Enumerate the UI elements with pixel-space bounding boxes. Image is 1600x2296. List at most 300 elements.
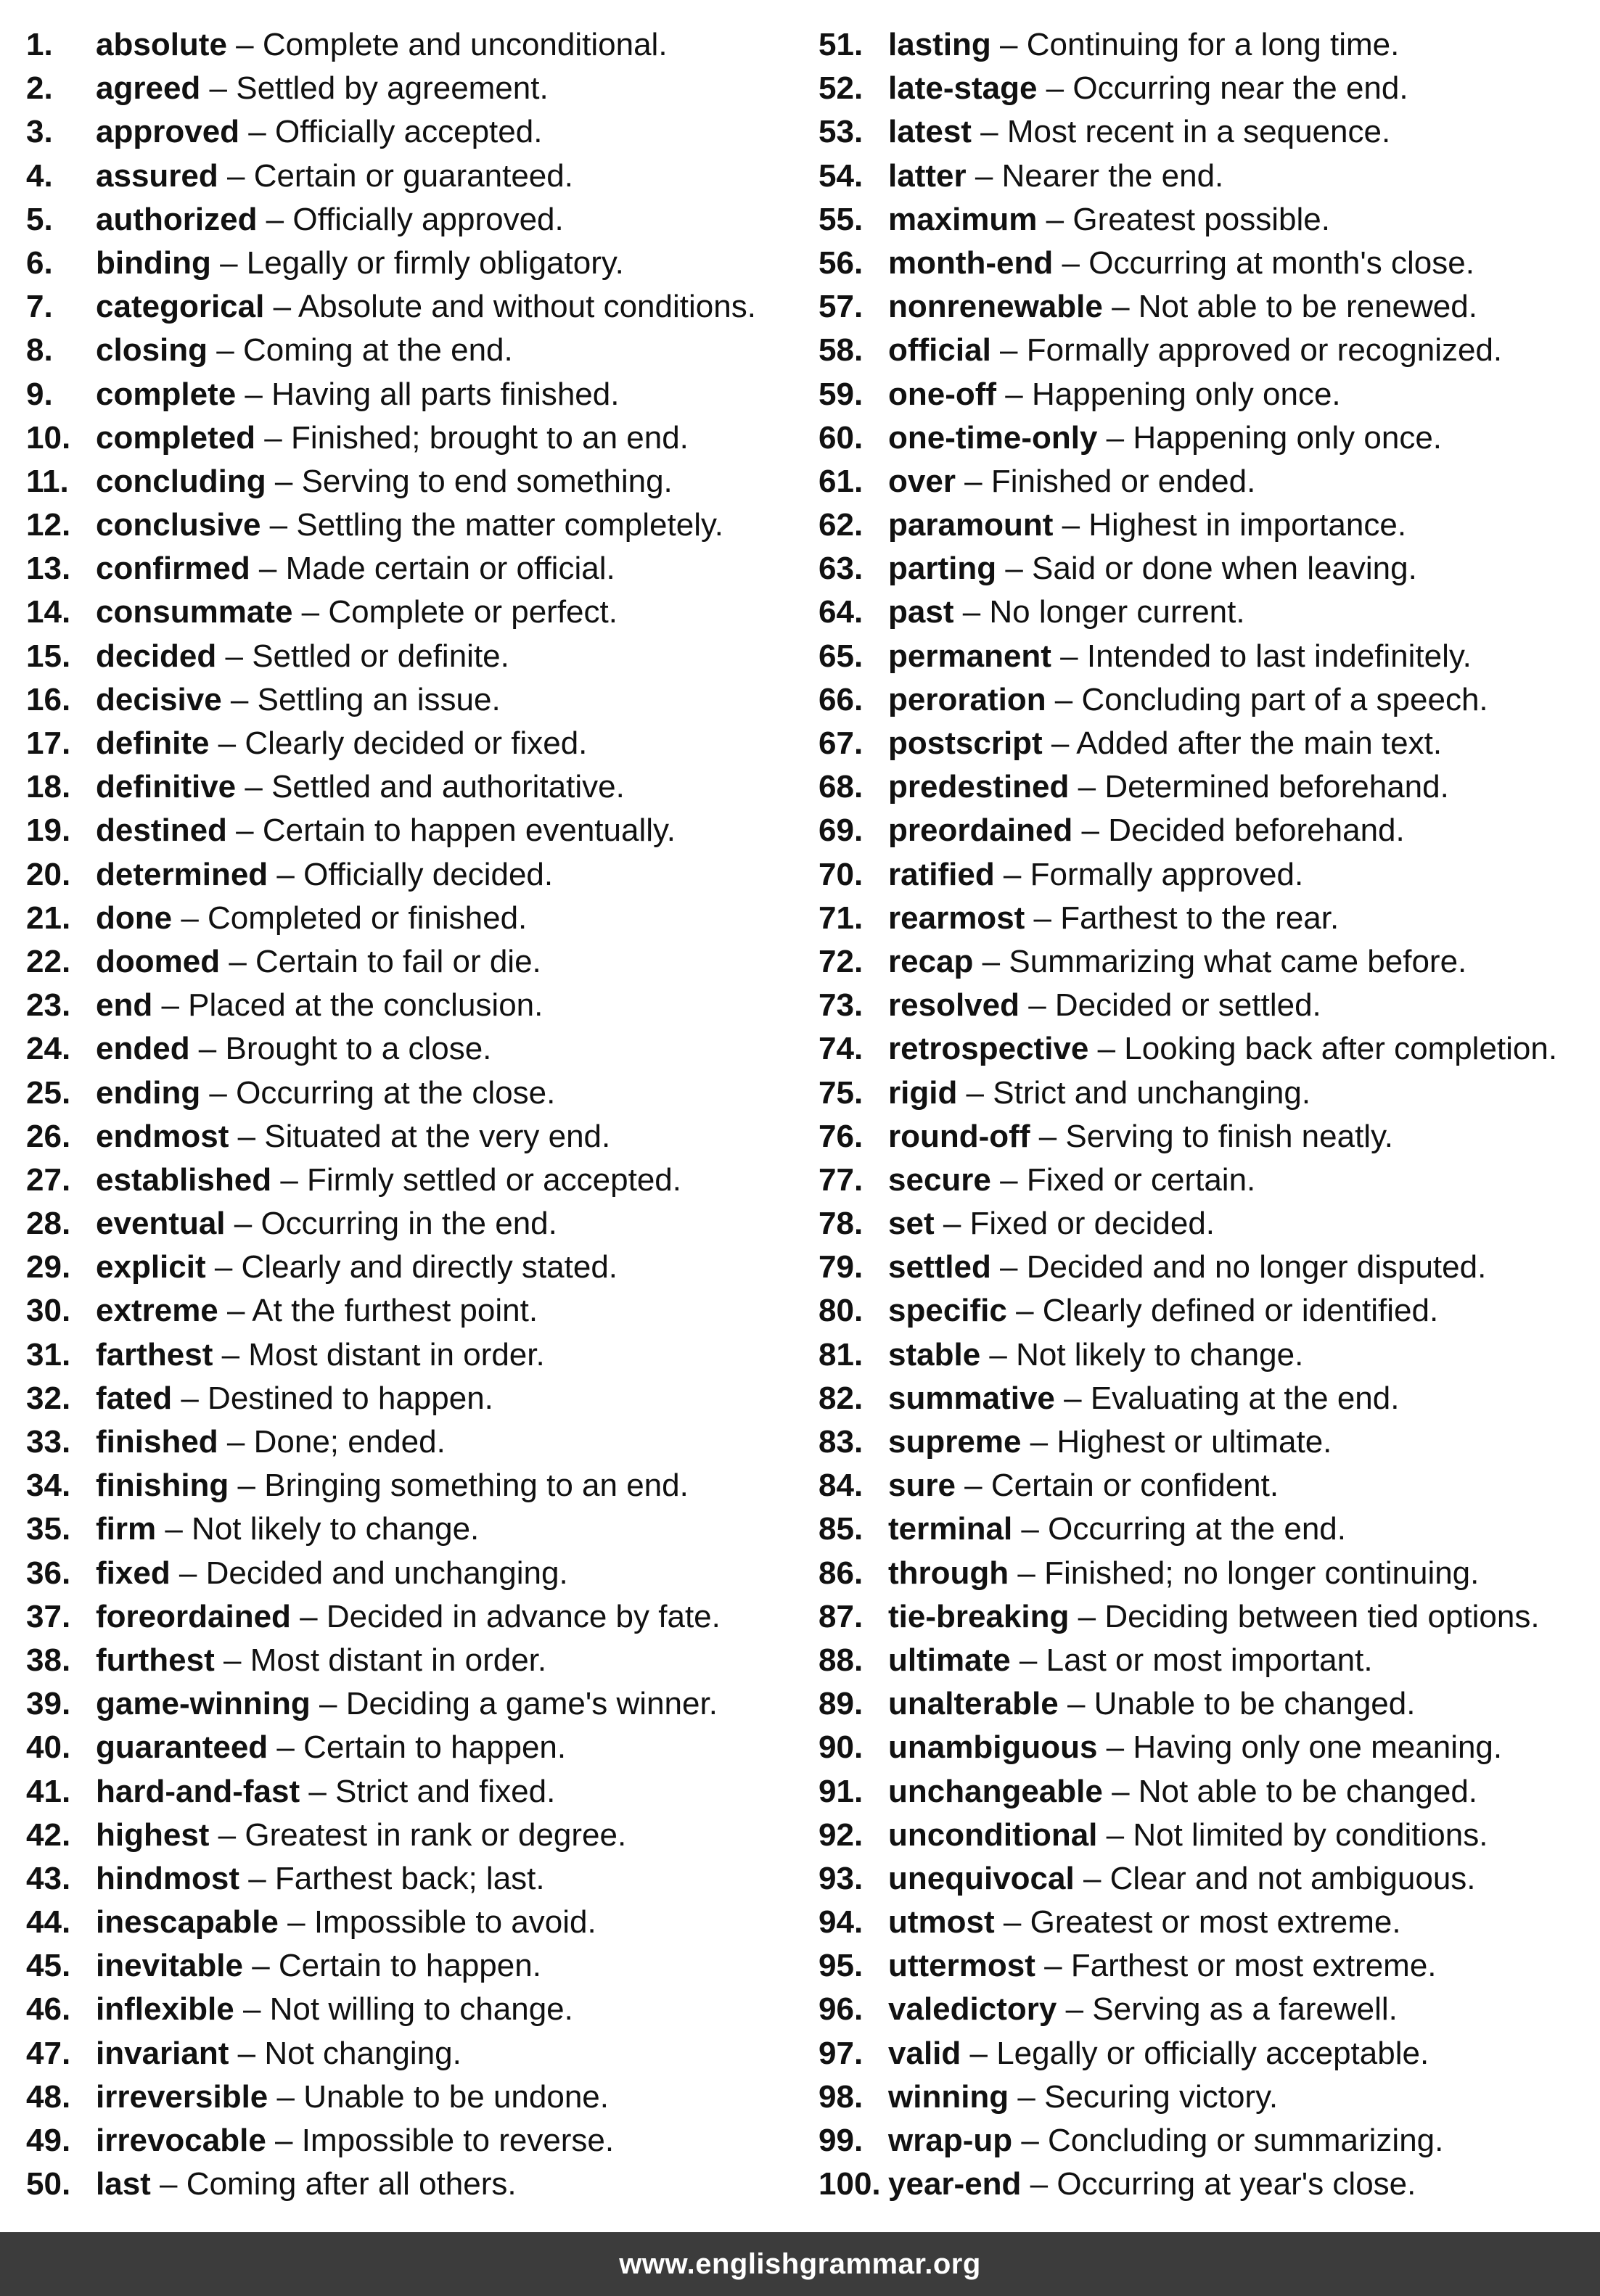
item-word: agreed [96,70,201,107]
item-definition: Occurring at the end. [1048,1511,1346,1547]
item-separator: – [1053,507,1089,543]
item-word: specific [888,1293,1007,1329]
item-word: inevitable [96,1948,243,1984]
item-word: categorical [96,289,265,325]
item-body [888,1639,1373,1682]
item-word: valedictory [888,1991,1057,2028]
list-item [26,1595,795,1639]
item-separator: – [961,2035,997,2071]
item-separator: – [1102,1773,1139,1809]
item-separator: – [1058,1686,1094,1722]
item-definition: Greatest possible. [1072,201,1330,237]
item-word: finishing [96,1468,229,1504]
item-definition: Formally approved. [1030,856,1304,892]
item-word: unconditional [888,1816,1098,1853]
item-body [888,1377,1399,1420]
list-item [819,198,1600,242]
item-number: 5. [26,201,53,237]
item-body [96,2075,609,2119]
item-word: hindmost [96,1860,239,1896]
item-word: ended [96,1031,190,1067]
list-item [26,1507,795,1551]
item-separator: – [226,27,263,62]
item-word: concluding [96,463,266,499]
item-number: 6. [26,244,53,281]
item-body [96,1420,446,1464]
item-number: 7. [26,289,53,325]
item-separator: – [266,463,302,499]
item-definition: Not changing. [264,2035,461,2071]
item-definition: Fixed or certain. [1026,1161,1256,1198]
item-separator: – [1012,1511,1049,1547]
list-item [819,635,1600,678]
item-separator: – [1053,244,1089,281]
item-separator: – [266,2123,302,2158]
list-item [26,1901,795,1944]
list-item [26,765,795,809]
item-number: 31. [26,1336,71,1373]
item-number: 19. [26,812,71,849]
item-body [888,1464,1279,1507]
item-body [888,460,1255,503]
list-item [26,155,795,198]
item-definition: Decided in advance by fate. [326,1598,721,1634]
item-body [888,635,1472,678]
item-body [888,1420,1332,1464]
item-definition: Situated at the very end. [264,1118,611,1154]
item-number: 54. [819,157,863,194]
item-definition: Officially accepted. [274,114,543,150]
item-number: 78. [819,1206,863,1242]
item-separator: – [255,419,291,456]
item-definition: Legally or firmly obligatory. [246,244,624,281]
item-definition: Settled and authoritative. [271,769,625,805]
item-definition: Not likely to change. [192,1511,480,1547]
item-number: 18. [26,769,71,805]
item-separator: – [1069,769,1105,805]
item-separator: – [292,594,329,630]
item-word: set [888,1206,935,1242]
item-number: 95. [819,1948,863,1984]
list-item [26,2163,795,2206]
item-word: inflexible [96,1991,234,2028]
item-body [96,1770,555,1814]
item-number: 90. [819,1729,863,1766]
item-body [96,460,673,503]
item-separator: – [1072,812,1109,849]
item-definition: Occurring in the end. [260,1206,557,1242]
item-number: 72. [819,943,863,979]
item-definition: Done; ended. [253,1424,446,1460]
item-number: 35. [26,1511,71,1547]
item-word: predestined [888,769,1070,805]
item-number: 10. [26,419,71,456]
item-word: month-end [888,244,1054,281]
item-separator: – [213,1336,249,1373]
item-definition: Occurring at year's close. [1057,2166,1416,2202]
list-item [26,1420,795,1464]
item-body [888,984,1321,1027]
item-number: 12. [26,507,71,543]
item-definition: Occurring at the close. [236,1074,556,1111]
item-number: 50. [26,2166,71,2202]
item-number: 42. [26,1816,71,1853]
item-number: 56. [819,244,863,281]
item-separator: – [1037,201,1073,237]
list-item [26,1726,795,1769]
item-separator: – [1035,1948,1071,1984]
list-item [26,635,795,678]
item-word: definitive [96,769,237,805]
item-word: conclusive [96,507,261,543]
item-number: 27. [26,1161,71,1198]
item-word: late-stage [888,70,1038,107]
item-number: 77. [819,1161,863,1198]
item-number: 40. [26,1729,71,1766]
item-separator: – [229,2035,265,2071]
item-number: 69. [819,812,863,849]
item-body [96,635,509,678]
item-definition: Greatest in rank or degree. [245,1816,627,1853]
item-number: 59. [819,376,863,412]
item-definition: Summarizing what came before. [1009,943,1467,979]
list-item [26,1115,795,1159]
list-item [819,1071,1600,1115]
item-definition: Not likely to change. [1016,1336,1304,1373]
item-separator: – [1019,987,1055,1024]
item-body [96,591,618,634]
item-separator: – [205,1249,242,1285]
item-definition: Decided and no longer disputed. [1026,1249,1487,1285]
item-word: supreme [888,1424,1022,1460]
list-item [819,1289,1600,1333]
footer-bar [0,2232,1600,2296]
list-item [26,2032,795,2075]
item-separator: – [996,376,1032,412]
item-definition: Absolute and without conditions. [298,289,756,325]
item-number: 65. [819,638,863,674]
item-definition: Decided beforehand. [1108,812,1405,849]
item-number: 26. [26,1118,71,1154]
item-number: 1. [26,27,53,62]
item-body [888,853,1303,897]
item-body [888,1944,1437,1988]
item-word: preordained [888,812,1073,849]
item-separator: – [172,900,208,936]
item-word: maximum [888,201,1038,237]
item-separator: – [220,943,256,979]
list-item [26,198,795,242]
list-item [819,2075,1600,2119]
item-body [96,155,573,198]
item-definition: Most recent in a sequence. [1006,114,1391,150]
item-separator: – [1069,1598,1105,1634]
item-body [888,1202,1215,1246]
item-number: 29. [26,1249,71,1285]
item-definition: Officially approved. [292,201,564,237]
item-word: doomed [96,943,221,979]
item-body [888,2032,1429,2075]
item-separator: – [1102,289,1139,325]
list-item [26,1289,795,1333]
item-separator: – [990,27,1027,62]
list-item [819,1857,1600,1901]
item-separator: – [1097,419,1133,456]
item-definition: Unable to be undone. [303,2078,609,2115]
item-word: one-off [888,376,997,412]
item-definition: Most distant in order. [248,1336,545,1373]
item-definition: Greatest or most extreme. [1030,1904,1401,1941]
item-separator: – [990,332,1027,369]
item-definition: Evaluating at the end. [1090,1380,1400,1416]
item-body [888,1159,1255,1202]
item-body [888,23,1399,67]
list-item [819,1333,1600,1377]
item-definition: Finished; brought to an end. [290,419,689,456]
list-item [26,984,795,1027]
list-item [819,1115,1600,1159]
list-item [819,1377,1600,1420]
item-definition: Placed at the conclusion. [188,987,543,1024]
item-body [96,1639,546,1682]
item-separator: – [1006,1293,1043,1329]
item-definition: Not willing to change. [269,1991,573,2028]
item-definition: Happening only once. [1133,419,1443,456]
item-body [888,2119,1443,2163]
list-item [819,591,1600,634]
item-separator: – [229,1118,265,1154]
list-item [819,1814,1600,1857]
item-separator: – [966,157,1002,194]
item-number: 93. [819,1860,863,1896]
item-separator: – [257,201,293,237]
item-word: secure [888,1161,991,1198]
item-body [96,373,619,416]
item-word: parting [888,551,997,587]
item-number: 96. [819,1991,863,2028]
list-item [26,591,795,634]
item-definition: Happening only once. [1031,376,1341,412]
item-body [888,591,1245,634]
item-definition: Settling the matter completely. [296,507,723,543]
item-body [96,1464,689,1507]
item-body [888,1246,1486,1289]
item-definition: Farthest back; last. [274,1860,545,1896]
list-item [26,1246,795,1289]
item-word: uttermost [888,1948,1035,1984]
list-item [819,1027,1600,1071]
item-body [96,1159,681,1202]
list-item [26,1159,795,1202]
item-word: terminal [888,1511,1013,1547]
item-separator: – [189,1031,226,1067]
list-item [819,984,1600,1027]
item-separator: – [172,1380,208,1416]
item-definition: Officially decided. [303,856,554,892]
list-item [26,416,795,460]
item-number: 51. [819,27,863,62]
list-item [819,1901,1600,1944]
item-separator: – [1097,1816,1133,1853]
item-separator: – [226,812,263,849]
item-separator: – [996,551,1033,587]
item-number: 49. [26,2123,71,2158]
item-body [888,1814,1488,1857]
item-word: round-off [888,1118,1030,1154]
item-definition: Occurring near the end. [1072,70,1408,107]
item-word: past [888,594,954,630]
item-definition: Firmly settled or accepted. [307,1161,681,1198]
list-item [26,1944,795,1988]
item-separator: – [234,1991,270,2028]
item-body [96,1333,545,1377]
item-definition: Strict and fixed. [335,1773,556,1809]
item-body [96,198,564,242]
item-body [96,809,676,852]
item-definition: Clearly and directly stated. [241,1249,618,1285]
item-body [888,1507,1346,1551]
item-word: guaranteed [96,1729,268,1766]
item-number: 61. [819,463,863,499]
list-item [26,23,795,67]
item-word: last [96,2166,151,2202]
item-word: endmost [96,1118,229,1154]
item-definition: Destined to happen. [208,1380,493,1416]
item-body [888,765,1449,809]
item-definition: Coming after all others. [186,2166,517,2202]
list-item [26,1988,795,2031]
item-word: ending [96,1074,201,1111]
list-item [819,23,1600,67]
item-word: determined [96,856,268,892]
item-body [888,940,1466,984]
item-definition: Complete and unconditional. [262,27,668,62]
item-word: ultimate [888,1642,1011,1678]
item-definition: Unable to be changed. [1094,1686,1416,1722]
item-word: settled [888,1249,991,1285]
item-word: irreversible [96,2078,268,2115]
item-number: 89. [819,1686,863,1722]
item-number: 16. [26,681,71,717]
list-item [819,1202,1600,1246]
item-definition: Fixed or decided. [969,1206,1215,1242]
item-number: 30. [26,1293,71,1329]
item-word: explicit [96,1249,206,1285]
item-word: foreordained [96,1598,291,1634]
item-number: 2. [26,70,53,107]
item-separator: – [1025,900,1061,936]
item-word: unambiguous [888,1729,1098,1766]
item-number: 38. [26,1642,71,1678]
item-definition: Clearly decided or fixed. [245,725,588,761]
item-number: 15. [26,638,71,674]
item-definition: Settling an issue. [257,681,501,717]
item-definition: Not limited by conditions. [1133,1816,1488,1853]
item-separator: – [214,1642,250,1678]
item-separator: – [1021,2166,1057,2202]
list-item [26,1857,795,1901]
item-body [96,242,624,285]
list-item [26,1027,795,1071]
item-definition: Certain to fail or die. [255,943,541,979]
list-item [26,722,795,765]
list-item [26,1552,795,1595]
list-item [26,1682,795,1726]
list-item [26,940,795,984]
item-separator: – [1030,1118,1066,1154]
item-definition: Deciding a game's winner. [345,1686,718,1722]
list-item [819,853,1600,897]
item-separator: – [216,638,253,674]
item-word: nonrenewable [888,289,1103,325]
item-word: tie-breaking [888,1598,1070,1634]
item-word: sure [888,1468,956,1504]
item-word: hard-and-fast [96,1773,300,1809]
item-word: fated [96,1380,173,1416]
item-definition: Settled by agreement. [236,70,549,107]
list-item [26,285,795,329]
item-number: 60. [819,419,863,456]
item-word: valid [888,2035,961,2071]
item-body [888,809,1405,852]
item-body [888,1682,1415,1726]
item-number: 88. [819,1642,863,1678]
item-definition: Certain or guaranteed. [253,157,573,194]
item-body [888,678,1488,722]
item-number: 34. [26,1468,71,1504]
item-separator: – [236,769,272,805]
list-item [819,678,1600,722]
item-word: irrevocable [96,2123,266,2158]
item-separator: – [264,289,298,325]
item-number: 97. [819,2035,863,2071]
item-number: 11. [26,463,69,499]
item-word: peroration [888,681,1046,717]
item-separator: – [953,594,990,630]
list-item [26,1071,795,1115]
list-item [26,853,795,897]
item-separator: – [209,725,245,761]
item-number: 92. [819,1816,863,1853]
item-number: 23. [26,987,71,1024]
item-separator: – [218,157,254,194]
item-body [888,155,1223,198]
item-number: 94. [819,1904,863,1941]
list-item [819,1944,1600,1988]
item-body [888,1115,1393,1159]
item-number: 32. [26,1380,71,1416]
item-word: unequivocal [888,1860,1075,1896]
item-number: 13. [26,551,71,587]
item-number: 55. [819,201,863,237]
item-number: 74. [819,1031,863,1067]
item-separator: – [1010,1642,1046,1678]
item-definition: Certain to happen. [303,1729,567,1766]
list-item [819,416,1600,460]
item-word: highest [96,1816,210,1853]
item-body [96,416,689,460]
item-number: 57. [819,289,863,325]
item-body [96,853,553,897]
item-separator: – [156,1511,192,1547]
item-word: consummate [96,594,293,630]
item-separator: – [990,1249,1027,1285]
item-number: 66. [819,681,863,717]
item-body [96,1289,538,1333]
item-body [888,1289,1438,1333]
item-word: utmost [888,1904,995,1941]
item-separator: – [971,114,1007,150]
